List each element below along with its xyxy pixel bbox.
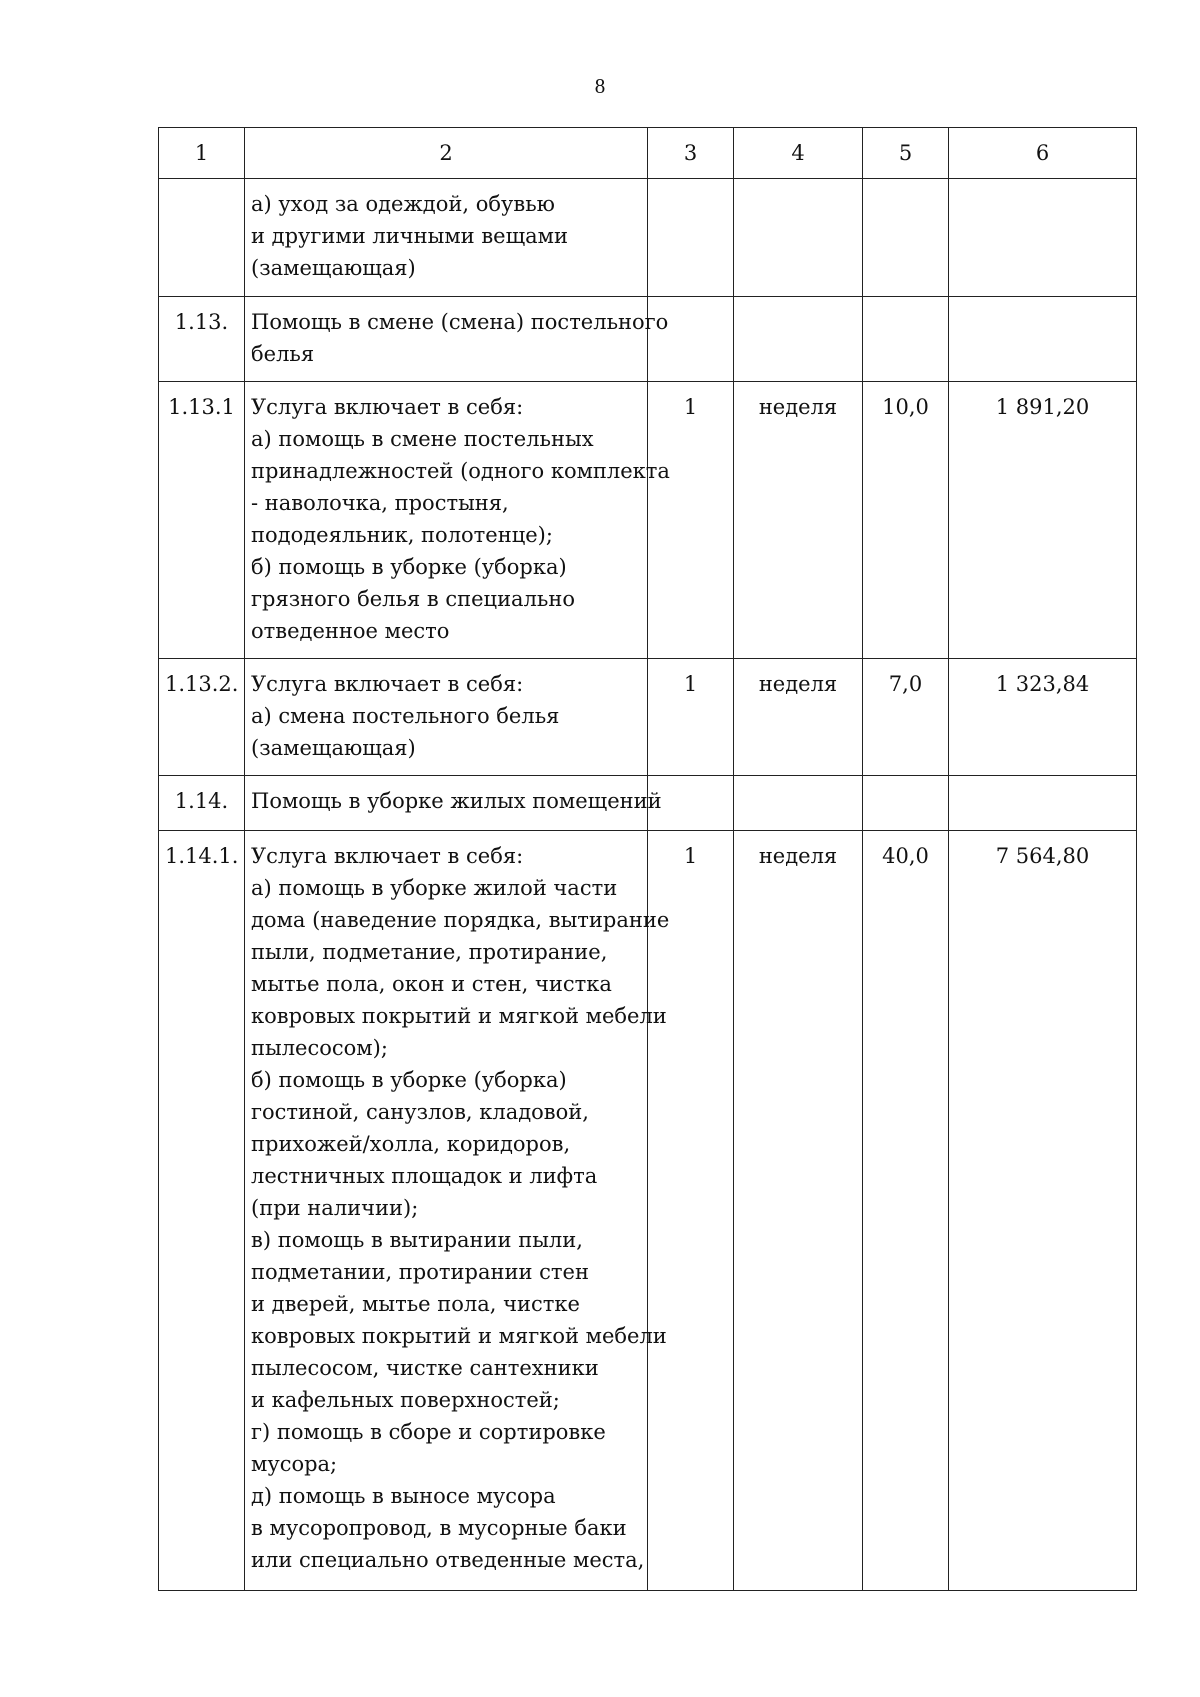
description-line: пододеяльник, полотенце); <box>251 523 553 547</box>
description-line: в) помощь в вытирании пыли, <box>251 1228 583 1252</box>
row-number: 1.14.1. <box>159 831 245 1591</box>
service-description <box>245 659 648 776</box>
description-line: д) помощь в выносе мусора <box>251 1484 556 1508</box>
row-number: 1.13.1 <box>159 382 245 659</box>
service-quantity: 1 <box>648 382 734 659</box>
service-cost: 1 323,84 <box>949 659 1137 776</box>
table-row <box>159 831 1137 1591</box>
description-line: пылесосом, чистке сантехники <box>251 1356 599 1380</box>
description-line: б) помощь в уборке (уборка) <box>251 1068 567 1092</box>
service-description <box>245 179 648 297</box>
description-line: г) помощь в сборе и сортировке <box>251 1420 606 1444</box>
column-header-6: 6 <box>949 128 1137 179</box>
description-line: Услуга включает в себя: <box>251 672 524 696</box>
service-period: неделя <box>734 831 863 1591</box>
description-line: Услуга включает в себя: <box>251 844 524 868</box>
table-row <box>159 776 1137 831</box>
service-cost: 7 564,80 <box>949 831 1137 1591</box>
description-line: прихожей/холла, коридоров, <box>251 1132 571 1156</box>
description-line: и другими личными вещами <box>251 224 568 248</box>
service-cost <box>949 297 1137 382</box>
header-row <box>159 128 1137 179</box>
service-description <box>245 776 662 831</box>
description-line: (замещающая) <box>251 736 416 760</box>
description-line: подметании, протирании стен <box>251 1260 589 1284</box>
description-line: Услуга включает в себя: <box>251 395 524 419</box>
description-line: и дверей, мытье пола, чистке <box>251 1292 580 1316</box>
service-cost <box>949 776 1137 831</box>
description-line: мытье пола, окон и стен, чистка <box>251 972 612 996</box>
description-line: белья <box>251 342 315 366</box>
service-quantity: 1 <box>648 831 734 1591</box>
description-line: а) помощь в смене постельных <box>251 427 594 451</box>
service-rate: 7,0 <box>863 659 949 776</box>
service-period <box>734 776 863 831</box>
description-line: лестничных площадок и лифта <box>251 1164 598 1188</box>
description-line: Помощь в уборке жилых помещений <box>251 789 662 813</box>
service-description <box>245 297 669 382</box>
row-number: 1.13. <box>159 297 245 382</box>
service-description <box>245 382 670 659</box>
table-row <box>159 179 1137 297</box>
column-header-1: 1 <box>159 128 245 179</box>
description-line: и кафельных поверхностей; <box>251 1388 560 1412</box>
description-line: гостиной, санузлов, кладовой, <box>251 1100 589 1124</box>
description-line: Помощь в смене (смена) постельного <box>251 310 669 334</box>
description-line: грязного белья в специально <box>251 587 575 611</box>
row-number: 1.13.2. <box>159 659 245 776</box>
description-line: ковровых покрытий и мягкой мебели <box>251 1324 667 1348</box>
description-line: а) помощь в уборке жилой части <box>251 876 618 900</box>
table-row <box>159 382 1137 659</box>
service-period <box>734 179 863 297</box>
description-line: пыли, подметание, протирание, <box>251 940 608 964</box>
service-period <box>734 297 863 382</box>
column-header-5: 5 <box>863 128 949 179</box>
table-body <box>159 179 1137 1591</box>
service-cost <box>949 179 1137 297</box>
service-quantity: 1 <box>648 659 734 776</box>
service-period: неделя <box>734 659 863 776</box>
description-line: а) уход за одеждой, обувью <box>251 192 555 216</box>
description-line: (при наличии); <box>251 1196 419 1220</box>
page-number: 8 <box>594 74 606 98</box>
description-line: принадлежностей (одного комплекта <box>251 459 670 483</box>
row-number: 1.14. <box>159 776 245 831</box>
description-line: ковровых покрытий и мягкой мебели <box>251 1004 667 1028</box>
table-row <box>159 659 1137 776</box>
column-header-3: 3 <box>648 128 734 179</box>
description-line: в мусоропровод, в мусорные баки <box>251 1516 627 1540</box>
description-line: б) помощь в уборке (уборка) <box>251 555 567 579</box>
services-table <box>158 127 1137 1591</box>
description-line: отведенное место <box>251 619 450 643</box>
service-cost: 1 891,20 <box>949 382 1137 659</box>
service-period: неделя <box>734 382 863 659</box>
service-rate <box>863 179 949 297</box>
row-number <box>159 179 245 297</box>
description-line: а) смена постельного белья <box>251 704 560 728</box>
service-rate <box>863 776 949 831</box>
column-header-2: 2 <box>245 128 648 179</box>
description-line: мусора; <box>251 1452 338 1476</box>
service-rate <box>863 297 949 382</box>
description-line: пылесосом); <box>251 1036 388 1060</box>
description-line: или специально отведенные места, <box>251 1548 645 1572</box>
description-line: - наволочка, простыня, <box>251 491 509 515</box>
description-line: дома (наведение порядка, вытирание <box>251 908 670 932</box>
column-header-4: 4 <box>734 128 863 179</box>
table-row <box>159 297 1137 382</box>
service-quantity <box>648 179 734 297</box>
service-rate: 10,0 <box>863 382 949 659</box>
description-line: (замещающая) <box>251 256 416 280</box>
service-rate: 40,0 <box>863 831 949 1591</box>
service-description <box>245 831 670 1591</box>
